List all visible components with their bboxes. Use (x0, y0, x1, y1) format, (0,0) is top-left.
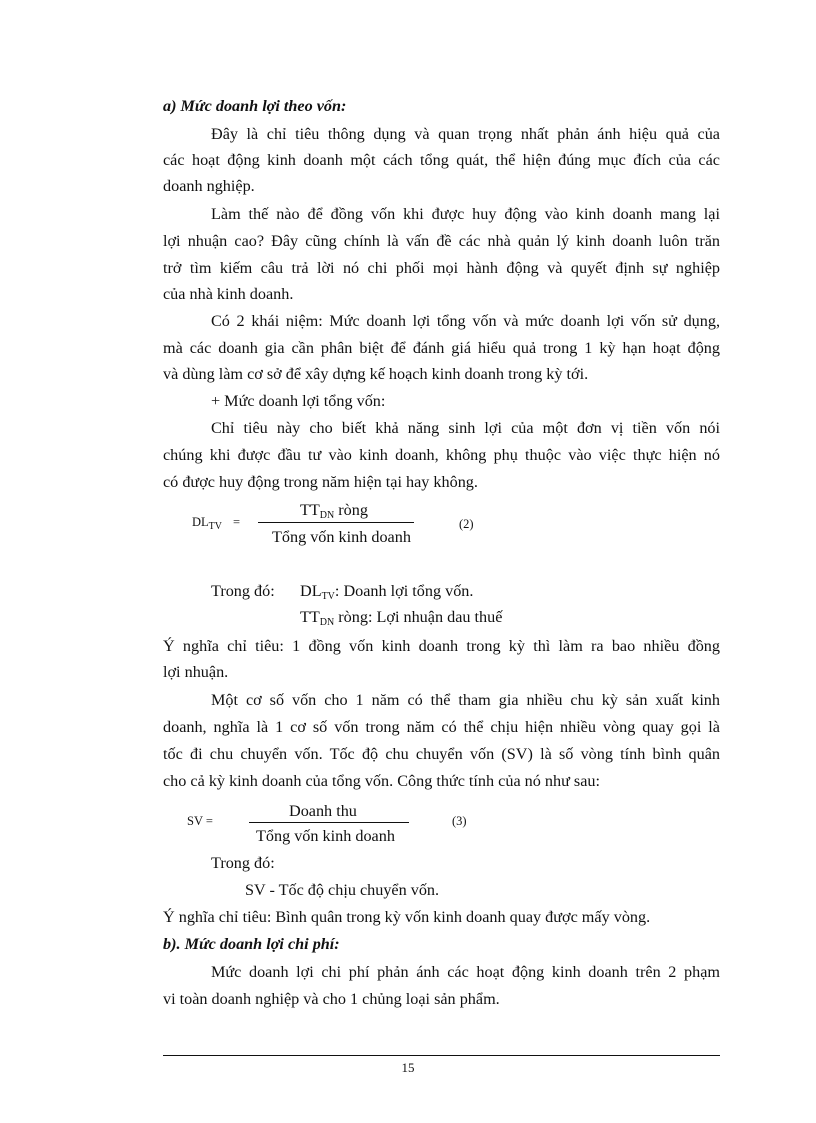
p4-line-3: có được huy động trong năm hiện tại hay không. (163, 473, 478, 491)
heading-b: b). Mức doanh lợi chi phí: (163, 935, 340, 953)
where1-item-1: $DL_{TV}$: Doanh lợi tổng vốn. (300, 582, 474, 602)
heading-a: a) Mức doanh lợi theo vốn: (163, 97, 347, 115)
meaning2: Ý nghĩa chỉ tiêu: Bình quân trong kỳ vốn kinh doanh quay được mấy vòng. (163, 908, 651, 926)
p1-line-1: Đây là chỉ tiêu thông dụng và quan trọng nhất phản ánh hiệu quả của (211, 125, 720, 143)
meaning1-line-1: Ý nghĩa chỉ tiêu: 1 đồng vốn kinh doanh trong kỳ thì làm ra bao nhiều đồng (163, 637, 720, 655)
p4-line-2: chúng khi được đầu tư vào kinh doanh, không phụ thuộc vào việc thực hiện nó (163, 446, 720, 464)
p3-line-3: và dùng làm cơ sở để xây dựng kế hoạch kinh doanh trong kỳ tới. (163, 365, 589, 383)
formula2-label: (2) (459, 517, 474, 531)
p5-line-3: tốc đi chu chuyển vốn. Tốc độ chu chuyển vốn (SV) là số vòng tính bình quân (163, 745, 720, 763)
formula2-fraction-bar (258, 522, 414, 523)
p5-line-4: cho cả kỳ kinh doanh của tổng vốn. Công thức tính của nó như sau: (163, 772, 600, 790)
p2-line-3: trở tìm kiếm câu trả lời nó chi phối mọi hành động và quyết định sự nghiệp (163, 259, 720, 277)
formula3-numerator: Doanh thu (289, 802, 357, 820)
p6-line-2: vi toàn doanh nghiệp và cho 1 chủng loại sản phẩm. (163, 990, 500, 1008)
p2-line-4: của nhà kinh doanh. (163, 285, 294, 303)
formula2-denominator: Tổng vốn kinh doanh (272, 528, 411, 546)
p1-line-3: doanh nghiệp. (163, 177, 255, 195)
p3-line-1: Có 2 khái niệm: Mức doanh lợi tổng vốn và mức doanh lợi vốn sử dụng, (211, 312, 720, 330)
p1-line-2: các hoạt động kinh doanh một cách tổng quát, thể hiện đúng mục đích của các (163, 151, 720, 169)
p2-line-2: lợi nhuận cao? Đây cũng chính là vấn đề các nhà quản lý kinh doanh luôn trăn (163, 232, 720, 250)
where1-item-2: $TT_{DN}$ ròng: Lợi nhuận dau thuế (300, 608, 503, 628)
formula3-denominator: Tổng vốn kinh doanh (256, 827, 395, 845)
meaning1-line-2: lợi nhuận. (163, 663, 229, 681)
p5-line-2: doanh, nghĩa là 1 cơ số vốn trong năm có thể chịu hiện nhiều vòng quay gọi là (163, 718, 720, 736)
formula2-numerator: $TT_{DN}$ ròng (300, 501, 368, 521)
bullet-total-capital: + Mức doanh lợi tổng vốn: (211, 392, 386, 410)
where2-item: SV - Tốc độ chịu chuyển vốn. (245, 881, 440, 899)
p5-line-1: Một cơ số vốn cho 1 năm có thể tham gia nhiều chu kỳ sản xuất kinh (211, 691, 720, 709)
formula3-lhs: SV = (187, 814, 213, 828)
where2-intro: Trong đó: (211, 854, 275, 872)
page-number: 15 (401, 1060, 415, 1075)
formula2-equals: = (233, 515, 241, 529)
p3-line-2: mà các doanh gia cần phân biệt để đánh giá hiểu quả trong 1 kỳ hạn hoạt động (163, 339, 720, 357)
p4-line-1: Chỉ tiêu này cho biết khả năng sinh lợi của một đơn vị tiền vốn nói (211, 419, 720, 437)
formula3-fraction-bar (249, 822, 409, 823)
where1-intro: Trong đó: (211, 582, 275, 600)
footer-rule (163, 1055, 720, 1056)
p6-line-1: Mức doanh lợi chi phí phản ánh các hoạt động kinh doanh trên 2 phạm (211, 963, 720, 981)
p2-line-1: Làm thế nào để đồng vốn khi được huy động vào kinh doanh mang lại (211, 205, 720, 223)
formula3-label: (3) (452, 814, 467, 828)
formula2-lhs: $DL_{TV}$ (192, 515, 223, 532)
